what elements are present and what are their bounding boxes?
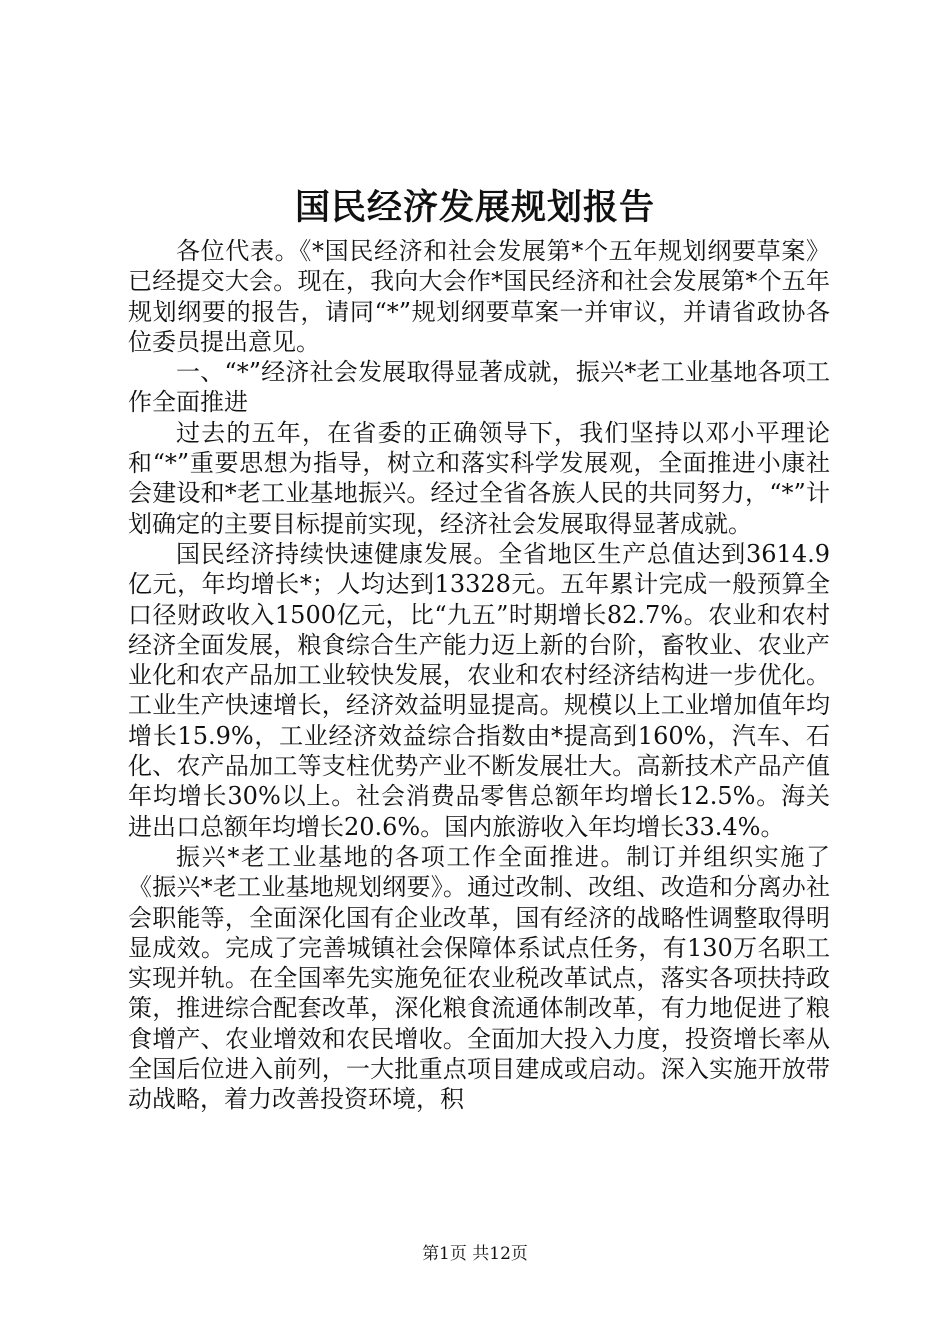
paragraph-economy: 国民经济持续快速健康发展。全省地区生产总值达到3614.9亿元，年均增长*；人均达到13328元。五年累计完成一般预算全口径财政收入1500亿元，比“九五”时期增长82.7%。农业和农村经济全面发展，粮食综合生产能力迈上新的台阶，畜牧业、农业产业化和农产品加工业较快发展，农业和农村经济结构进一步优化。工业生产快速增长，经济效益明显提高。规模以上工业增加值年均增长15.9%，工业经济效益综合指数由*提高到160%，汽车、石化、农产品加工等支柱优势产业不断发展壮大。高新技术产品产值年均增长30%以上。社会消费品零售总额年均增长12.5%。海关进出口总额年均增长20.6%。国内旅游收入年均增长33.4%。: [128, 539, 830, 841]
paragraph-revitalization: 振兴*老工业基地的各项工作全面推进。制订并组织实施了《振兴*老工业基地规划纲要》。通过改制、改组、改造和分离办社会职能等，全面深化国有企业改革，国有经济的战略性调整取得明显成效。完成了完善城镇社会保障体系试点任务，有130万名职工实现并轨。在全国率先实施免征农业税改革试点，落实各项扶持政策，推进综合配套改革，深化粮食流通体制改革，有力地促进了粮食增产、农业增效和农民增收。全面加大投入力度，投资增长率从全国后位进入前列，一大批重点项目建成或启动。深入实施开放带动战略，着力改善投资环境，积: [128, 842, 830, 1114]
paragraph-greeting: 各位代表。《*国民经济和社会发展第*个五年规划纲要草案》已经提交大会。现在，我向大会作*国民经济和社会发展第*个五年规划纲要的报告，请同“*”规划纲要草案一并审议，并请省政协各位委员提出意见。: [128, 237, 830, 356]
document-body: [128, 236, 830, 1115]
section-heading-1: 一、“*”经济社会发展取得显著成就，振兴*老工业基地各项工作全面推进: [128, 358, 830, 417]
page-footer: 第1页 共12页: [422, 1244, 528, 1264]
document-title: 国民经济发展规划报告: [294, 187, 655, 228]
paragraph-review: 过去的五年，在省委的正确领导下，我们坚持以邓小平理论和“*”重要思想为指导，树立和落实科学发展观，全面推进小康社会建设和*老工业基地振兴。经过全省各族人民的共同努力，“*”计划确定的主要目标提前实现，经济社会发展取得显著成就。: [128, 418, 830, 538]
